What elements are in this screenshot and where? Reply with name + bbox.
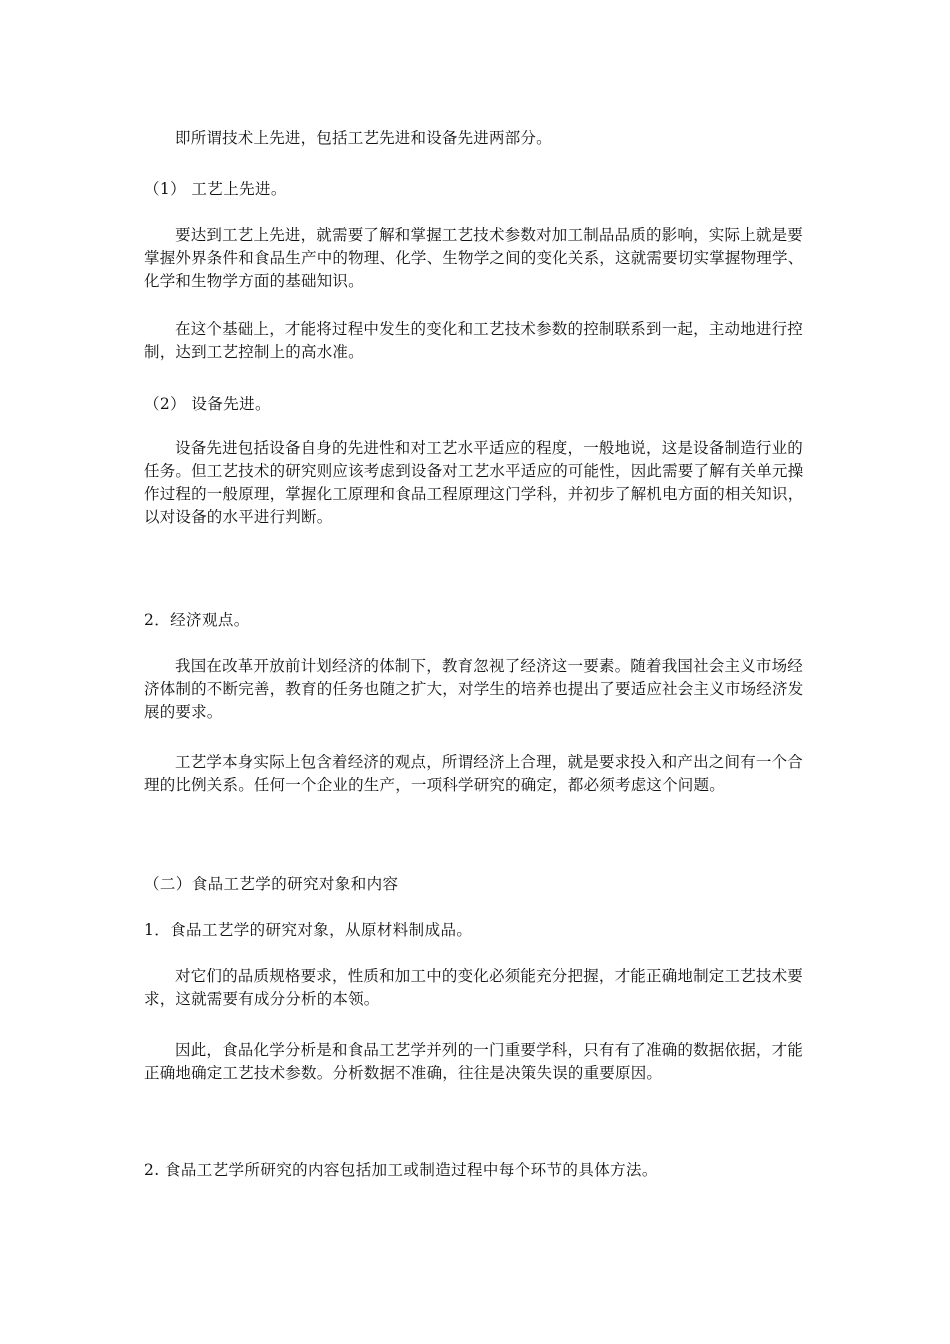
heading-research-content: 2. 食品工艺学所研究的内容包括加工或制造过程中每个环节的具体方法。	[144, 1161, 658, 1179]
heading-research-object: 1．食品工艺学的研究对象，从原材料制成品。	[144, 921, 473, 939]
paragraph-equipment-advanced: 设备先进包括设备自身的先进性和对工艺水平适应的程度，一般地说，这是设备制造行业的任务。但工艺技术的研究则应该考虑到设备对工艺水平适应的可能性，因此需要了解有关单元操作过程的一般原理，掌握化工原理和食品工程原理这门学科，并初步了解机电方面的相关知识，以对设备的水平进行判断。	[144, 439, 804, 526]
paragraph-economic-reform: 我国在改革开放前计划经济的体制下，教育忽视了经济这一要素。随着我国社会主义市场经济体制的不断完善，教育的任务也随之扩大，对学生的培养也提出了要适应社会主义市场经济发展的要求。	[144, 657, 804, 721]
paragraph-quality-requirements: 对它们的品质规格要求，性质和加工中的变化必须能充分把握，才能正确地制定工艺技术要求，这就需要有成分分析的本领。	[144, 967, 804, 1008]
paragraph-process-control: 在这个基础上，才能将过程中发生的变化和工艺技术参数的控制联系到一起，主动地进行控制，达到工艺控制上的高水准。	[144, 320, 804, 361]
paragraph-technical-advanced: 即所谓技术上先进，包括工艺先进和设备先进两部分。	[175, 129, 552, 147]
section-heading-research-object: （二）食品工艺学的研究对象和内容	[144, 875, 399, 893]
paragraph-chemical-analysis: 因此，食品化学分析是和食品工艺学并列的一门重要学科，只有有了准确的数据依据，才能正确地确定工艺技术参数。分析数据不准确，往往是决策失误的重要原因。	[144, 1041, 804, 1082]
subheading-equipment-advanced: （2） 设备先进。	[144, 395, 271, 413]
heading-economic-view: 2．经济观点。	[144, 611, 250, 629]
paragraph-economic-rationality: 工艺学本身实际上包含着经济的观点，所谓经济上合理，就是要求投入和产出之间有一个合理的比例关系。任何一个企业的生产，一项科学研究的确定，都必须考虑这个问题。	[144, 753, 804, 794]
subheading-process-advanced: （1） 工艺上先进。	[144, 180, 287, 198]
paragraph-process-parameters: 要达到工艺上先进，就需要了解和掌握工艺技术参数对加工制品品质的影响，实际上就是要掌握外界条件和食品生产中的物理、化学、生物学之间的变化关系，这就需要切实掌握物理学、化学和生物学方面的基础知识。	[144, 226, 804, 290]
